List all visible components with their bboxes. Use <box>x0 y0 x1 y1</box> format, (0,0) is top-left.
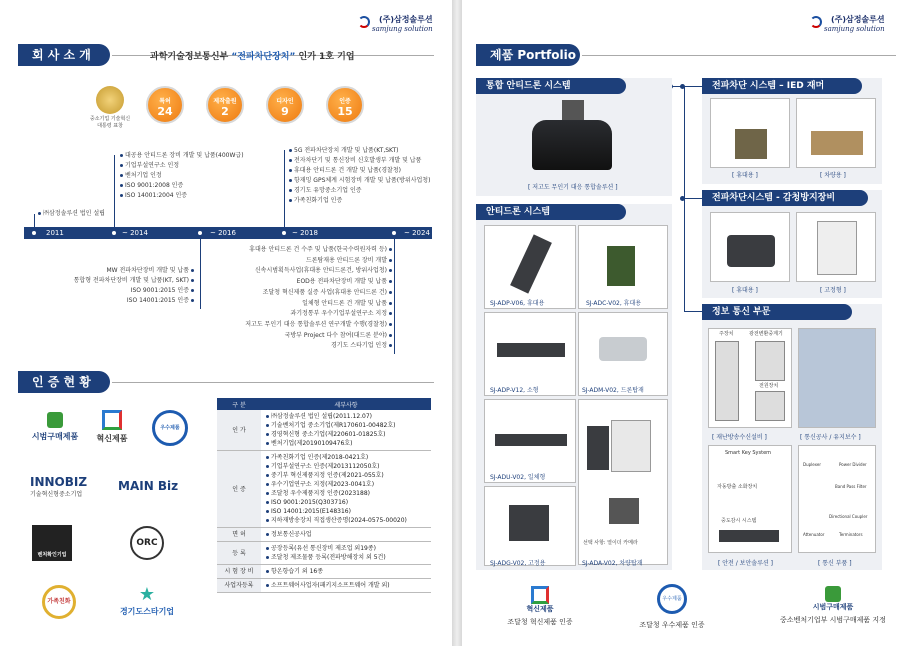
table-row: 등 록 공장등록(유선 통신장비 제조업 외19종) 조달청 제조물품 등록(전파방해장치 외 5건) <box>217 542 431 565</box>
badge-application: 제작출원 2 <box>206 86 244 124</box>
headline: 과학기술정보통신부 “전파차단장치” 인가 1호 기업 <box>150 52 355 62</box>
telecom-parts-image: Duplexer Power Divider Band Pass Filter Directional Coupler Attenuator Terminators <box>798 445 876 553</box>
product-caption: SJ-ADC-V02, 휴대용 <box>586 300 642 307</box>
antidrone-title: 안티드론 시스템 <box>476 204 626 220</box>
ied-caption: [ 차량용 ] <box>820 172 846 179</box>
divider <box>112 382 434 383</box>
security-solution-image: Smart Key System 자동방출 소화장치 중도감시 시스템 <box>708 445 792 553</box>
footer-innovation: 혁신제품 조달청 혁신제품 인증 <box>490 586 590 627</box>
timeline-dot <box>280 229 288 237</box>
infocomm-caption: [ 재난방송수신설비 ] <box>712 434 767 441</box>
mast-image <box>562 100 584 120</box>
tl-2011-list: ㈜삼정솔루션 법인 설립 <box>36 209 105 219</box>
product-caption: SJ-ADG-V02, 고정용 <box>490 560 546 567</box>
table-row: 인 증 가족친화기업 인증(제2018-0421호) 기업부설연구소 인증(제2013112050호) 중기부 혁신제품지정 인증(제2021-055호) 우수기업연구소 지정(제2023-0041호) 조달청 우수제품지정 인증(2023188) ISO 9001:2015(Q303716) ISO 14001:2015(E148316) 지하재방송장치 직접생산증명(2024-0575-00020) <box>217 451 431 528</box>
innovation-icon <box>531 586 549 604</box>
right-page <box>462 0 913 646</box>
left-page <box>0 0 452 646</box>
ied-caption: [ 휴대용 ] <box>732 172 758 179</box>
badge-design: 디자인 9 <box>266 86 304 124</box>
product-caption: SJ-ADU-V02, 일체형 <box>490 474 546 481</box>
table-row: 사업자등록 소프트웨어사업자(패키지소프트웨어 개발 외) <box>217 579 431 593</box>
company-section-tab: 회 사 소 개 <box>18 44 110 66</box>
year-2024: ~ 2024 <box>404 229 430 237</box>
product-caption: SJ-ADM-V02, 드론탑재 <box>582 387 644 394</box>
product-card <box>578 312 668 396</box>
cert-logo-orc: ORC <box>130 526 164 560</box>
connector <box>34 214 35 227</box>
cert-logo-innobiz: INNOBIZ 기술혁신형중소기업 <box>30 475 88 498</box>
product-card <box>484 312 576 396</box>
ied-vehicle-image <box>796 98 876 168</box>
integrated-title: 통합 안티드론 시스템 <box>476 78 626 94</box>
year-2016: ~ 2016 <box>210 229 236 237</box>
portfolio-section-tab: 제품 Portfolio <box>476 44 580 66</box>
tl-2018-list: 5G 전파차단장치 개발 및 납품(KT,SKT) 전자차단기 및 통신장비 신호발생부 개발 및 납품 휴대용 안티드론 건 개발 및 납품(경찰청) 항재밍 GPS체계 시험장비 개발 및 납품(방위사업청) 경기도 유망중소기업 인증 가족친화기업 인증 <box>287 146 430 206</box>
award-emblem-icon <box>96 86 124 114</box>
connector <box>684 198 702 199</box>
eavesdrop-caption: [ 고정형 ] <box>820 287 846 294</box>
presidential-award <box>88 86 132 130</box>
brand-logo <box>372 14 433 33</box>
connector <box>200 239 201 309</box>
telecom-work-image <box>798 328 876 428</box>
brand-swoosh-icon <box>358 16 370 28</box>
tl-2024-list: 휴대용 안티드론 건 수주 및 납품(한국수력원자력 등) 드론탐재용 안티드론 장비 개발 신속시범획득사업(휴대용 안티드론건, 방위사업청) EOD용 전파차단장비 개발 및 납품 조달청 혁신제품 실증 사업(휴대용 안티드론 건) 일체형 안티드론 건 개발 및 납품 과기정통부 우수기업부설연구소 지정 저고도 무인기 대응 통합솔루션 연구개발 수행(경찰청) 국방부 Project 다수 참여(대드론 분야) 경기도 스타기업 인정 <box>245 245 394 352</box>
eavesdrop-fixed-image <box>796 212 876 282</box>
cert-logo-mainbiz: MAIN Biz <box>118 479 179 493</box>
table-header: 세부사항 <box>261 398 431 410</box>
year-2011: 2011 <box>46 229 64 237</box>
product-caption: SJ-ADP-V06, 휴대용 <box>490 300 545 307</box>
product-card <box>484 225 576 309</box>
tl-2016-list: MW 전파차단장비 개발 및 납품 통합형 전파차단장비 개발 및 납품(KT, SKT) ISO 9001:2015 인증 ISO 14001:2015 인증 <box>74 266 196 306</box>
timeline-dot <box>30 229 38 237</box>
trial-purchase-icon <box>825 586 841 602</box>
cert-logo-gyeonggi-star: ★ 경기도스타기업 <box>112 586 182 617</box>
table-header: 구 분 <box>217 398 261 410</box>
cert-logo-venture: 벤처확인기업 <box>32 525 72 561</box>
award-caption: 중소기업 기술혁신 대통령 표창 <box>89 116 131 129</box>
tl-2014-list: 대공용 안티드론 장비 개발 및 납품(400W급) 기업부설연구소 인정 벤처기업 인정 ISO 9001:2008 인증 ISO 14001:2004 인증 <box>118 151 244 201</box>
table-row: 면 허 정보통신공사업 <box>217 528 431 542</box>
brand-name-en: samjung solution <box>372 25 433 33</box>
connector <box>684 311 702 312</box>
connector-dot <box>680 196 685 201</box>
badge-certification: 인증 15 <box>326 86 364 124</box>
year-2018: ~ 2018 <box>292 229 318 237</box>
infocomm-caption: [ 통신공사 / 유지보수 ] <box>800 434 861 441</box>
cert-logo-excellent: 우수제품 <box>152 410 188 446</box>
camera-note: 선택 사항: 열이더 카메라 <box>583 540 638 546</box>
van-image <box>532 120 612 170</box>
trial-purchase-icon <box>47 412 63 428</box>
table-row: 인 가 ㈜삼정솔루션 법인 설립(2011.12.07) 기술벤처기업 중소기업(제R170601-00482호) 경영혁신형 중소기업(제220601-01825호) 벤처기업(제20190109476호) <box>217 410 431 451</box>
product-card <box>484 486 576 566</box>
product-card <box>484 399 576 483</box>
innovation-icon <box>102 410 122 430</box>
broadcast-equipment-image: 주장치 광전변환중계기 전원장치 <box>708 328 792 428</box>
product-card-vehicle <box>578 399 668 565</box>
badge-patent: 특허 24 <box>146 86 184 124</box>
infocomm-caption: [ 통신 부품 ] <box>818 560 852 567</box>
year-2014: ~ 2014 <box>122 229 148 237</box>
connector <box>394 239 395 354</box>
product-card <box>578 225 668 309</box>
integrated-caption: [ 저고도 무인기 대응 통합솔루션 ] <box>528 184 618 191</box>
cert-logo-family: 가족친화 <box>42 585 76 619</box>
ied-title: 전파차단 시스템 – IED 재머 <box>702 78 862 94</box>
timeline-dot <box>390 229 398 237</box>
divider <box>582 55 896 56</box>
infocomm-title: 정보 통신 부문 <box>702 304 852 320</box>
product-caption: SJ-ADA-V02, 차량탑재 <box>582 560 643 567</box>
product-caption: SJ-ADP-V12, 소형 <box>490 387 539 394</box>
ied-portable-image <box>710 98 790 168</box>
eavesdrop-caption: [ 휴대용 ] <box>732 287 758 294</box>
table-row: 시 험 장 비 항온항습기 외 16종 <box>217 565 431 579</box>
brand-name-ko: (주)삼정솔루션 <box>378 15 433 24</box>
cert-section-tab: 인 증 현 황 <box>18 371 110 393</box>
infocomm-caption: [ 안전 / 보안솔루션 ] <box>718 560 773 567</box>
connector <box>114 155 115 227</box>
cert-logo-trial-purchase: 시범구매제품 <box>26 412 84 442</box>
cert-table <box>217 398 431 593</box>
connector <box>284 150 285 227</box>
connector-dot <box>680 84 685 89</box>
eavesdrop-portable-image <box>710 212 790 282</box>
brand-swoosh-icon <box>810 16 822 28</box>
cert-logo-innovation: 혁신제품 <box>88 410 136 444</box>
page-gutter <box>452 0 462 646</box>
star-icon: ★ <box>138 584 156 605</box>
timeline-dot <box>196 229 204 237</box>
timeline-dot <box>110 229 118 237</box>
brand-logo: (주)삼정솔루션 samjung solution <box>824 14 885 33</box>
footer-trial-purchase: 시범구매제품 중소벤처기업부 시범구매제품 지정 <box>758 586 908 625</box>
connector <box>672 86 702 87</box>
footer-excellent: 우수제품 조달청 우수제품 인증 <box>622 584 722 630</box>
anti-eavesdrop-title: 전파차단시스템 - 감청방지장비 <box>702 190 868 206</box>
